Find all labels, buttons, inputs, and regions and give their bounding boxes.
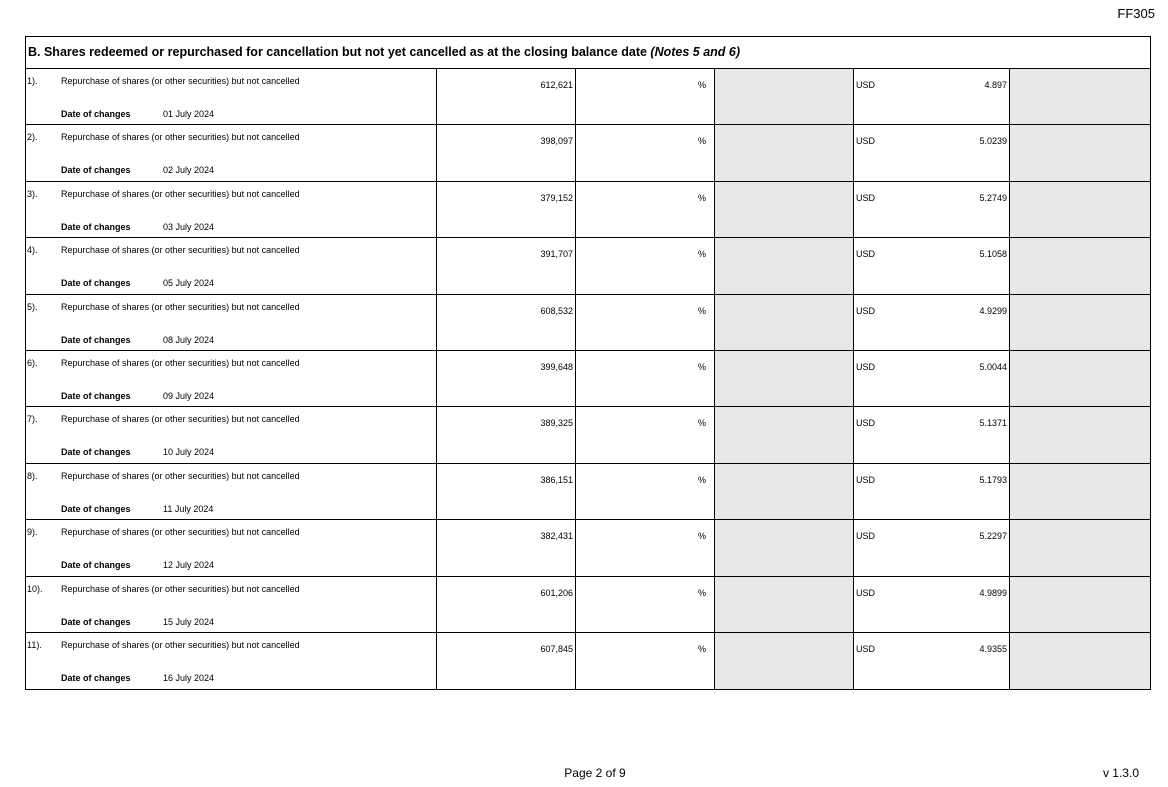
quantity-value: 382,431 xyxy=(540,531,573,542)
price-cell xyxy=(853,295,1009,350)
price-value: 5.1058 xyxy=(979,249,1007,260)
date-of-changes-value: 01 July 2024 xyxy=(163,109,215,119)
description-cell xyxy=(26,295,436,350)
row-number: 7). xyxy=(27,414,38,425)
date-of-changes-value: 16 July 2024 xyxy=(163,672,215,683)
row-description: Repurchase of shares (or other securities) but not cancelled xyxy=(61,527,300,538)
row-number: 10). xyxy=(27,583,43,594)
table-row xyxy=(26,238,1150,294)
description-cell xyxy=(26,633,436,689)
date-of-changes-label: Date of changes xyxy=(61,109,131,119)
date-of-changes-label: Date of changes xyxy=(61,334,131,345)
shaded-cell xyxy=(714,577,853,632)
date-of-changes-label: Date of changes xyxy=(61,221,131,232)
page-number: Page 2 of 9 xyxy=(564,766,626,780)
quantity-value: 386,151 xyxy=(540,474,573,485)
currency-label: USD xyxy=(856,643,876,654)
shaded-cell xyxy=(1009,69,1150,124)
description-cell xyxy=(26,520,436,575)
percent-label: % xyxy=(697,531,706,542)
shaded-cell xyxy=(714,464,853,519)
price-value: 4.9899 xyxy=(979,587,1007,598)
quantity-cell xyxy=(436,182,575,237)
price-value: 5.0239 xyxy=(979,136,1007,147)
shaded-cell xyxy=(1009,295,1150,350)
percent-cell xyxy=(575,520,714,575)
date-of-changes-label: Date of changes xyxy=(61,560,131,571)
row-number: 6). xyxy=(27,357,38,368)
date-of-changes-label: Date of changes xyxy=(61,447,131,458)
form-code: FF305 xyxy=(1117,6,1155,21)
quantity-value: 398,097 xyxy=(540,136,573,147)
percent-label: % xyxy=(697,80,706,90)
repurchase-section xyxy=(25,36,1151,690)
row-number: 2). xyxy=(27,132,38,143)
shaded-cell xyxy=(714,407,853,462)
row-description: Repurchase of shares (or other securities) but not cancelled xyxy=(61,245,300,256)
percent-cell xyxy=(575,295,714,350)
quantity-cell xyxy=(436,577,575,632)
date-of-changes-value: 11 July 2024 xyxy=(163,503,214,514)
quantity-cell xyxy=(436,351,575,406)
percent-label: % xyxy=(697,249,706,260)
currency-label: USD xyxy=(856,80,876,90)
date-of-changes-value: 10 July 2024 xyxy=(163,447,215,458)
row-description: Repurchase of shares (or other securities) but not cancelled xyxy=(61,470,300,481)
table-row xyxy=(26,295,1150,351)
price-cell xyxy=(853,633,1009,689)
quantity-value: 379,152 xyxy=(540,192,573,203)
percent-label: % xyxy=(697,474,706,485)
price-cell xyxy=(853,351,1009,406)
percent-cell xyxy=(575,351,714,406)
row-number: 9). xyxy=(27,527,38,538)
price-cell xyxy=(853,125,1009,180)
currency-label: USD xyxy=(856,587,876,598)
shaded-cell xyxy=(714,125,853,180)
shaded-cell xyxy=(1009,125,1150,180)
section-title-notes: (Notes 5 and 6) xyxy=(650,45,741,59)
percent-cell xyxy=(575,577,714,632)
date-of-changes-label: Date of changes xyxy=(61,616,131,627)
shaded-cell xyxy=(1009,464,1150,519)
percent-cell xyxy=(575,238,714,293)
percent-cell xyxy=(575,125,714,180)
quantity-cell xyxy=(436,295,575,350)
quantity-cell xyxy=(436,464,575,519)
description-cell xyxy=(26,407,436,462)
shaded-cell xyxy=(714,182,853,237)
table-row xyxy=(26,520,1150,576)
currency-label: USD xyxy=(856,531,876,542)
shaded-cell xyxy=(1009,633,1150,689)
shaded-cell xyxy=(714,295,853,350)
percent-cell xyxy=(575,407,714,462)
shaded-cell xyxy=(1009,577,1150,632)
percent-cell xyxy=(575,182,714,237)
row-number: 5). xyxy=(27,301,38,312)
shaded-cell xyxy=(1009,520,1150,575)
price-cell xyxy=(853,520,1009,575)
price-value: 5.0044 xyxy=(979,361,1007,372)
table-row xyxy=(26,182,1150,238)
version-label: v 1.3.0 xyxy=(1102,766,1139,780)
quantity-cell xyxy=(436,407,575,462)
row-number: 3). xyxy=(27,188,38,199)
table-row xyxy=(26,69,1150,125)
row-number: 8). xyxy=(27,470,38,481)
percent-label: % xyxy=(697,192,706,203)
price-value: 5.1793 xyxy=(979,474,1007,485)
description-cell xyxy=(26,351,436,406)
shaded-cell xyxy=(714,633,853,689)
percent-label: % xyxy=(697,418,706,429)
currency-label: USD xyxy=(856,474,876,485)
percent-label: % xyxy=(697,136,706,147)
currency-label: USD xyxy=(856,249,876,260)
price-cell xyxy=(853,238,1009,293)
currency-label: USD xyxy=(856,361,876,372)
price-value: 5.2297 xyxy=(979,531,1007,542)
quantity-cell xyxy=(436,69,575,124)
date-of-changes-value: 03 July 2024 xyxy=(163,221,215,232)
description-cell xyxy=(26,182,436,237)
section-title-main: B. Shares redeemed or repurchased for cancellation but not yet cancelled as at the closing balance date xyxy=(28,45,651,59)
row-description: Repurchase of shares (or other securities) but not cancelled xyxy=(61,188,300,199)
date-of-changes-value: 15 July 2024 xyxy=(163,616,215,627)
row-description: Repurchase of shares (or other securities) but not cancelled xyxy=(61,76,300,86)
quantity-value: 608,532 xyxy=(540,305,573,316)
description-cell xyxy=(26,69,436,124)
date-of-changes-label: Date of changes xyxy=(61,672,131,683)
date-of-changes-value: 02 July 2024 xyxy=(163,165,215,176)
description-cell xyxy=(26,238,436,293)
date-of-changes-value: 05 July 2024 xyxy=(163,278,215,289)
quantity-value: 601,206 xyxy=(540,587,573,598)
row-number: 1). xyxy=(27,76,38,86)
quantity-value: 399,648 xyxy=(540,361,573,372)
price-cell xyxy=(853,464,1009,519)
table-row xyxy=(26,577,1150,633)
shaded-cell xyxy=(714,351,853,406)
row-number: 11). xyxy=(27,639,42,650)
shaded-cell xyxy=(1009,351,1150,406)
quantity-cell xyxy=(436,125,575,180)
table-row xyxy=(26,125,1150,181)
description-cell xyxy=(26,577,436,632)
shaded-cell xyxy=(714,69,853,124)
currency-label: USD xyxy=(856,136,876,147)
date-of-changes-label: Date of changes xyxy=(61,390,131,401)
quantity-cell xyxy=(436,520,575,575)
row-description: Repurchase of shares (or other securities) but not cancelled xyxy=(61,414,300,425)
table-row xyxy=(26,351,1150,407)
table-row xyxy=(26,464,1150,520)
quantity-cell xyxy=(436,238,575,293)
date-of-changes-value: 08 July 2024 xyxy=(163,334,215,345)
date-of-changes-value: 12 July 2024 xyxy=(163,560,215,571)
quantity-value: 607,845 xyxy=(540,643,573,654)
currency-label: USD xyxy=(856,418,876,429)
price-value: 5.2749 xyxy=(979,192,1007,203)
currency-label: USD xyxy=(856,305,876,316)
row-number: 4). xyxy=(27,245,38,256)
percent-label: % xyxy=(697,361,706,372)
price-value: 4.9355 xyxy=(979,643,1007,654)
price-cell xyxy=(853,182,1009,237)
row-description: Repurchase of shares (or other securities) but not cancelled xyxy=(61,583,300,594)
quantity-value: 389,325 xyxy=(540,418,573,429)
shaded-cell xyxy=(1009,238,1150,293)
date-of-changes-label: Date of changes xyxy=(61,503,131,514)
shaded-cell xyxy=(1009,407,1150,462)
shaded-cell xyxy=(714,238,853,293)
date-of-changes-label: Date of changes xyxy=(61,165,131,176)
row-description: Repurchase of shares (or other securities) but not cancelled xyxy=(61,301,300,312)
description-cell xyxy=(26,464,436,519)
date-of-changes-value: 09 July 2024 xyxy=(163,390,215,401)
shaded-cell xyxy=(714,520,853,575)
price-cell xyxy=(853,407,1009,462)
price-value: 4.897 xyxy=(984,80,1007,90)
quantity-value: 612,621 xyxy=(540,80,573,90)
section-title xyxy=(26,37,1150,69)
table-row xyxy=(26,633,1150,689)
price-cell xyxy=(853,69,1009,124)
currency-label: USD xyxy=(856,192,876,203)
quantity-cell xyxy=(436,633,575,689)
percent-label: % xyxy=(697,643,706,654)
price-value: 5.1371 xyxy=(979,418,1007,429)
row-description: Repurchase of shares (or other securities) but not cancelled xyxy=(61,357,300,368)
quantity-value: 391,707 xyxy=(540,249,573,260)
percent-cell xyxy=(575,69,714,124)
row-description: Repurchase of shares (or other securities) but not cancelled xyxy=(61,132,300,143)
date-of-changes-label: Date of changes xyxy=(61,278,131,289)
table-row xyxy=(26,407,1150,463)
percent-label: % xyxy=(697,587,706,598)
row-description: Repurchase of shares (or other securities) but not cancelled xyxy=(61,639,300,650)
percent-label: % xyxy=(697,305,706,316)
percent-cell xyxy=(575,464,714,519)
price-cell xyxy=(853,577,1009,632)
shaded-cell xyxy=(1009,182,1150,237)
description-cell xyxy=(26,125,436,180)
price-value: 4.9299 xyxy=(979,305,1007,316)
percent-cell xyxy=(575,633,714,689)
repurchase-rows xyxy=(26,69,1150,689)
